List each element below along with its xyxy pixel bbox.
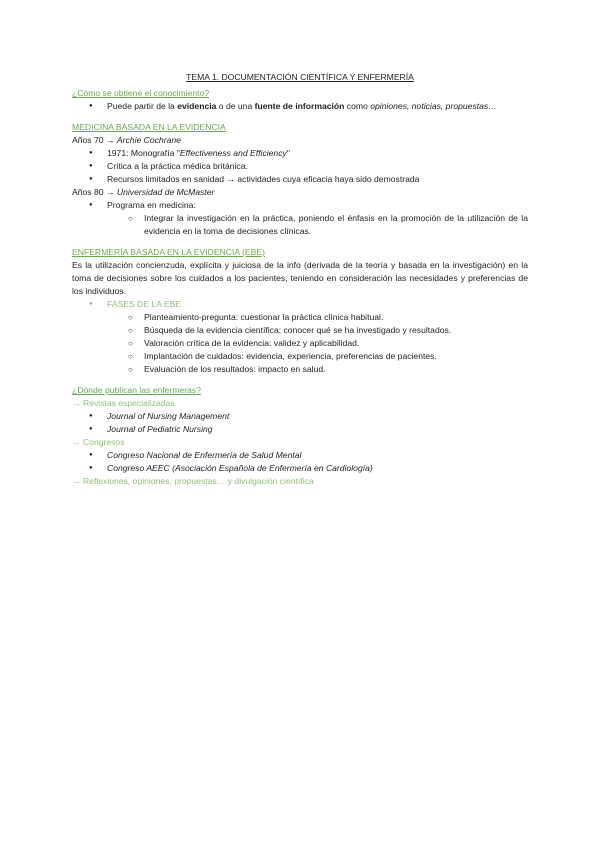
list-item xyxy=(72,147,528,160)
text-span: Puede partir de la xyxy=(107,101,178,111)
list-item xyxy=(72,462,528,475)
line-anos-80 xyxy=(72,186,528,199)
bold-text: evidencia xyxy=(177,101,217,111)
list-item xyxy=(72,449,528,462)
list-item: ● Programa en medicina: xyxy=(72,199,528,212)
list-item: ● Crítica a la práctica médica británica. xyxy=(72,160,528,173)
list-item: ● Recursos limitados en sanidad → actividades cuya eficacia haya sido demostrada xyxy=(72,173,528,186)
italic-text: opiniones, noticias, propuestas… xyxy=(370,101,497,111)
reflexiones-line: → Reflexiones, opiniones, propuestas… y divulgación científica xyxy=(72,476,314,486)
text-span: Años 80 → xyxy=(72,187,117,197)
congresos-list xyxy=(72,449,528,475)
section-heading-conocimiento: ¿Cómo se obtiene el conocimiento? xyxy=(72,88,210,98)
page-title: TEMA 1. DOCUMENTACIÓN CIENTÍFICA Y ENFERMERÍA xyxy=(186,72,414,82)
italic-text: Journal of Pediatric Nursing xyxy=(107,424,213,434)
italic-text: Journal of Nursing Management xyxy=(107,411,230,421)
programa-list xyxy=(72,199,528,238)
text-span: como xyxy=(344,101,371,111)
bold-text: fuente de información xyxy=(254,101,345,111)
list-item xyxy=(72,410,528,423)
italic-text: Archie Cochrane xyxy=(116,135,181,145)
fases-label: ● FASES DE LA EBE xyxy=(72,298,528,311)
section-heading-publican: ¿Dónde publican las enfermeras? xyxy=(72,385,201,395)
section-heading-ebe: ENFERMERÍA BASADA EN LA EVIDENCIA (EBE) xyxy=(72,247,265,257)
text-span: " xyxy=(286,148,290,158)
fase-item: ○ Implantación de cuidados: evidencia, experiencia, preferencias de pacientes. xyxy=(72,350,528,363)
list-item xyxy=(72,423,528,436)
revistas-list xyxy=(72,410,528,436)
section-heading-medicina: MEDICINA BASADA EN LA EVIDENCIA xyxy=(72,122,226,132)
medicina-list xyxy=(72,147,528,186)
sub-list-item: ○ Integrar la investigación en la práctica, poniendo el énfasis en la promoción de la utilización de la evidencia en la toma de decisiones clínicas. xyxy=(72,212,528,238)
fases-list xyxy=(72,298,528,376)
fase-item: ○ Valoración crítica de la evidencia: validez y aplicabilidad. xyxy=(72,337,528,350)
fase-item: ○ Búsqueda de la evidencia científica: conocer qué se ha investigado y resultados. xyxy=(72,324,528,337)
italic-text: Congreso AEEC (Asociación Española de Enfermería en Cardiología) xyxy=(107,463,373,473)
text-span: o de una xyxy=(216,101,255,111)
text-span: 1971: Monografía " xyxy=(107,148,180,158)
fase-item: ○ Evaluación de los resultados: impacto en salud. xyxy=(72,363,528,376)
italic-text: Effectiveness and Efficiency xyxy=(179,148,287,158)
fase-item: ○ Planteamiento-pregunta: cuestionar la práctica clínica habitual. xyxy=(72,311,528,324)
ebe-paragraph: Es la utilización concienzuda, explícita y juiciosa de la info (derivada de la teoría y basada en la investigación) en la toma de decisiones sobre los cuidados a los pacientes, teniendo en consideración las necesidades y preferencias de los individuos. xyxy=(72,260,528,296)
text-span: Años 70 → xyxy=(72,135,117,145)
document-page xyxy=(72,71,528,488)
list-item xyxy=(72,100,528,113)
line-anos-70 xyxy=(72,134,528,147)
italic-text: Universidad de McMaster xyxy=(116,187,215,197)
italic-text: Congreso Nacional de Enfermería de Salud Mental xyxy=(107,450,302,460)
revistas-label: → Revistas especializadas xyxy=(72,398,175,408)
conocimiento-list xyxy=(72,100,528,113)
congresos-label: → Congresos xyxy=(72,437,125,447)
